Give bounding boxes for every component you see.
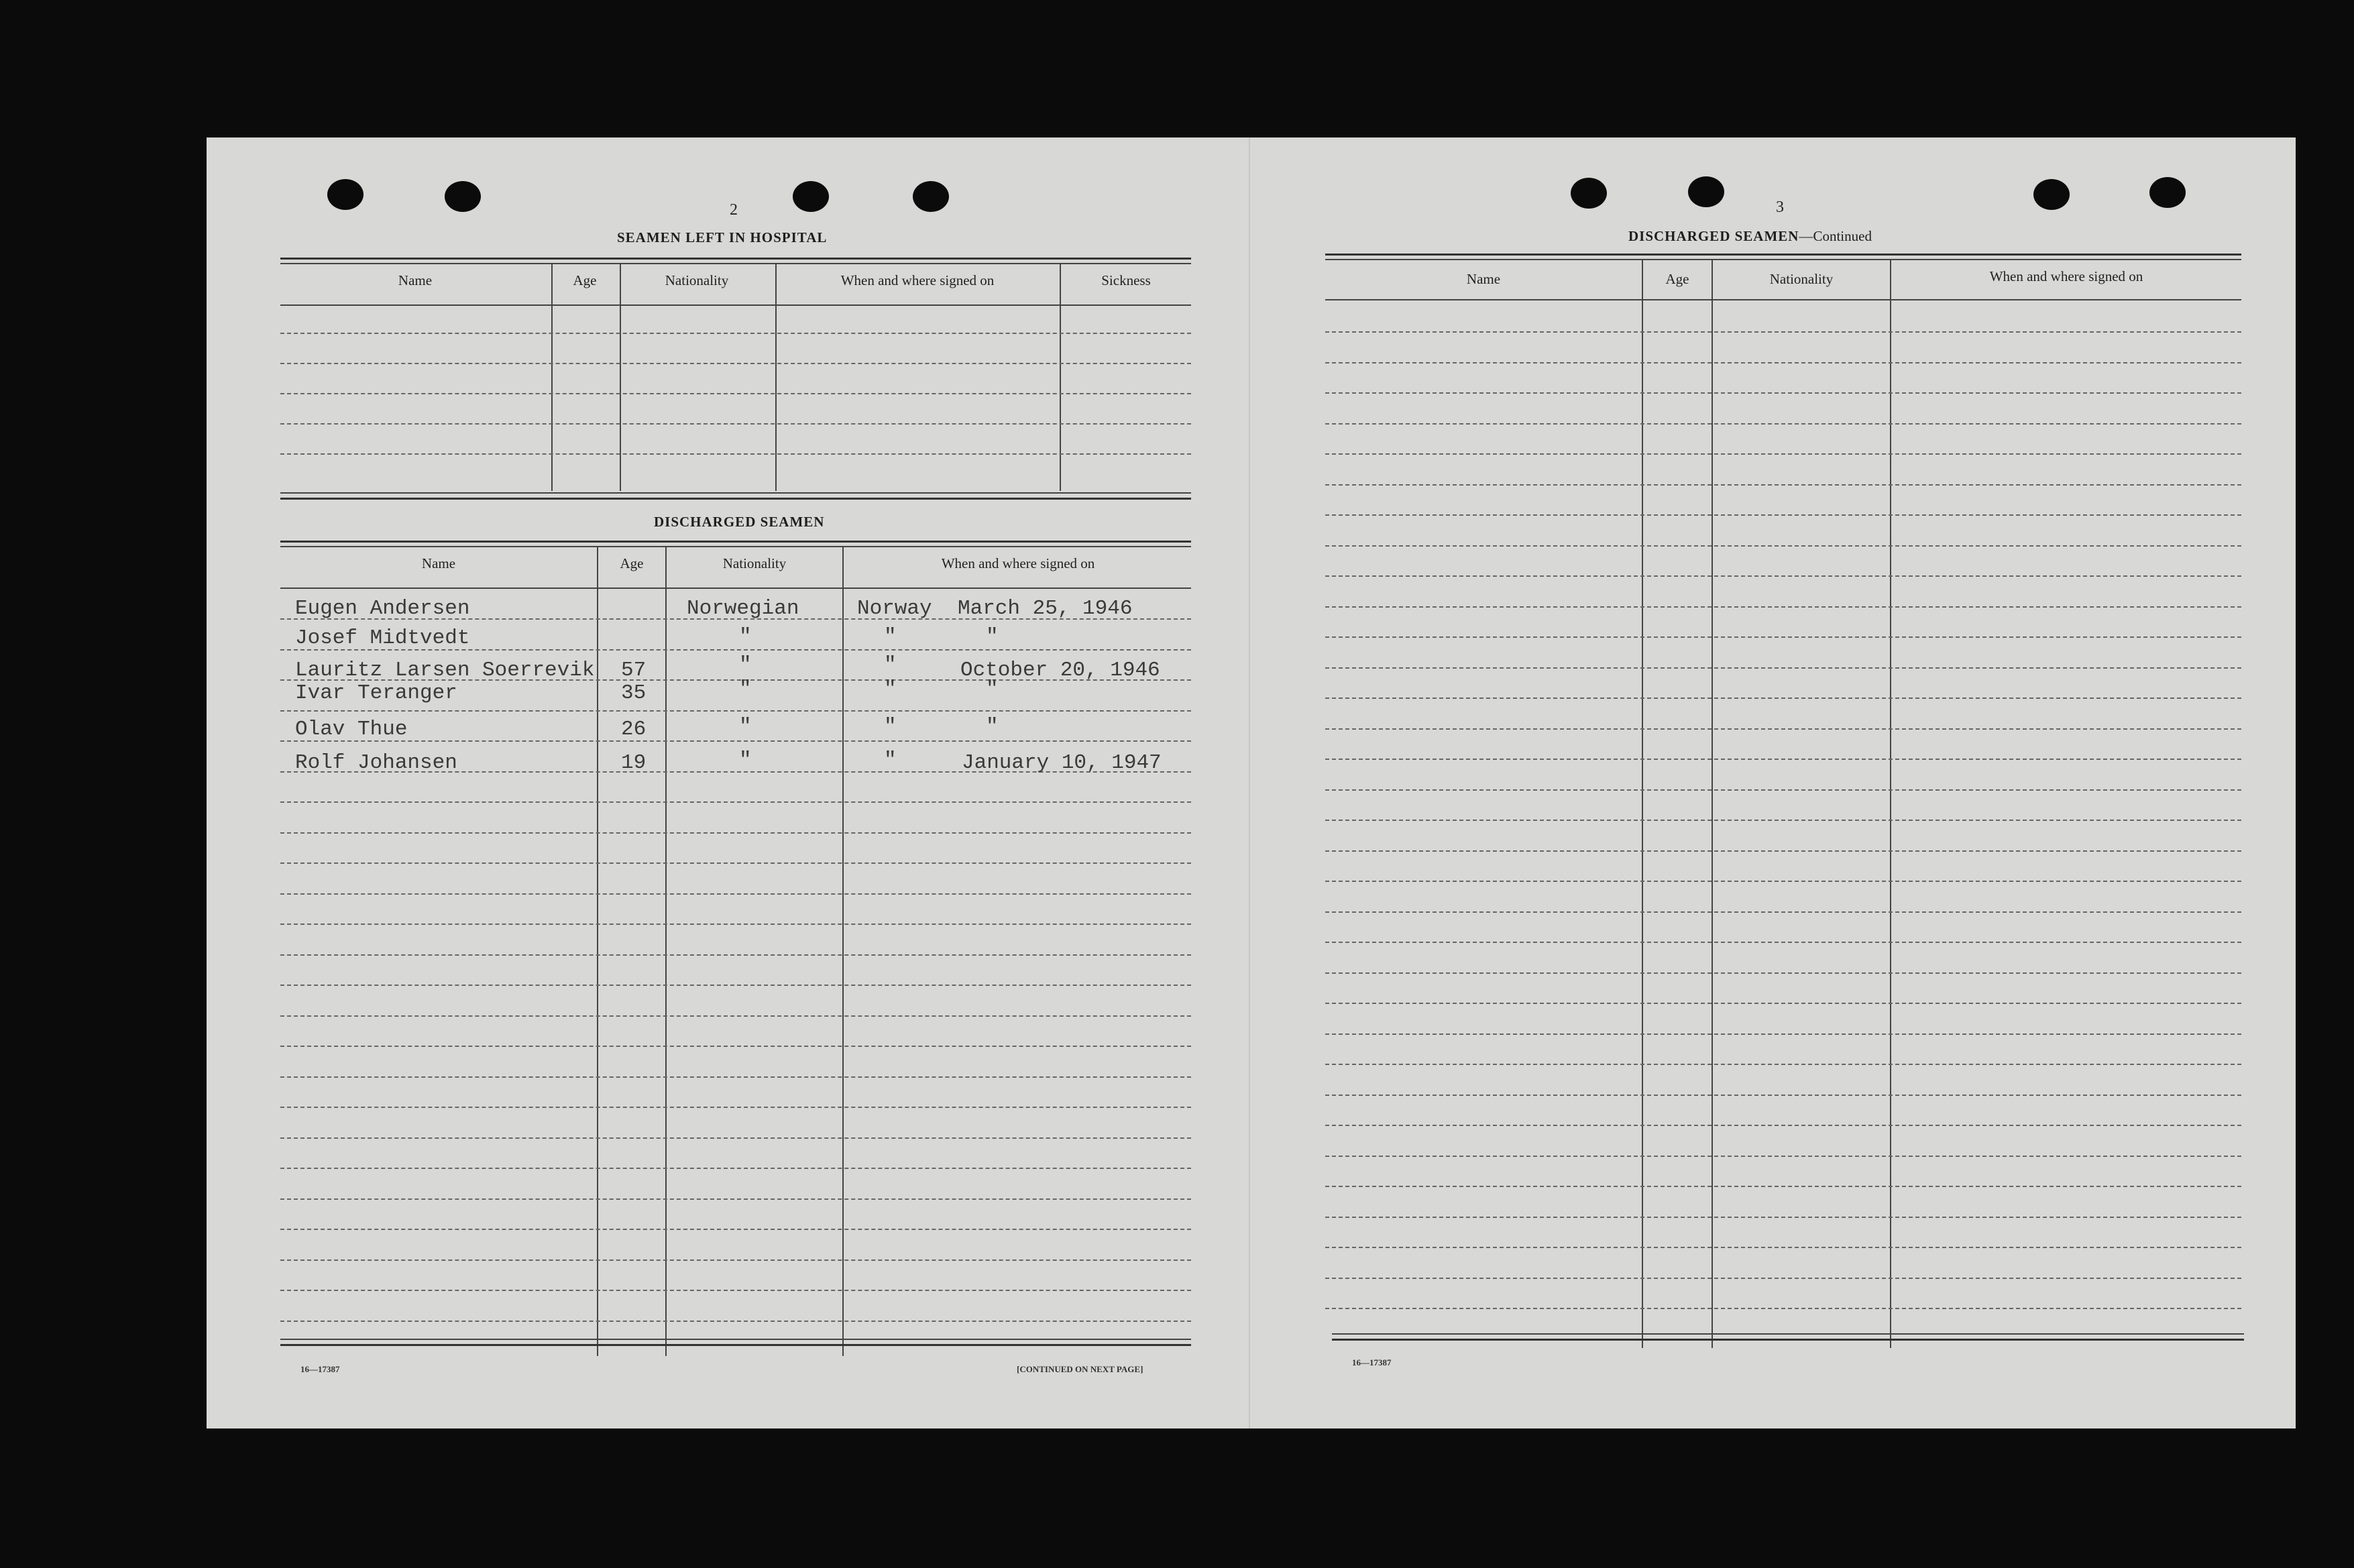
discharged-col-signed-on: When and where signed on: [941, 555, 1095, 571]
table-top-rule: [280, 258, 1191, 260]
ruled-line: [1325, 423, 2241, 425]
ruled-line: [280, 1321, 1191, 1322]
punch-hole: [1688, 176, 1724, 207]
ruled-line: [1325, 667, 2241, 669]
seaman-nationality: ": [739, 715, 752, 738]
ruled-line: [1325, 575, 2241, 577]
header-rule: [280, 304, 1191, 306]
ruled-line: [1325, 331, 2241, 333]
signed-on-date: ": [986, 677, 999, 701]
hospital-col-nationality: Nationality: [665, 272, 729, 288]
header-rule: [280, 587, 1191, 589]
table-bottom-rule: [280, 498, 1191, 500]
table-bottom-rule: [280, 1344, 1191, 1346]
ruled-line: [280, 954, 1191, 956]
ruled-line: [280, 893, 1191, 895]
ruled-line: [280, 1046, 1191, 1047]
page-number: 3: [1776, 199, 1784, 216]
ruled-line: [1325, 484, 2241, 486]
signed-on-place: ": [884, 653, 897, 677]
punch-hole: [445, 181, 481, 212]
table-bottom-rule: [1332, 1339, 2244, 1341]
seaman-age: 19: [621, 751, 647, 775]
ruled-line: [280, 740, 1191, 742]
continued-title-suffix: —Continued: [1799, 228, 1872, 244]
signed-on-place: ": [884, 625, 897, 649]
table-top-rule: [280, 546, 1191, 547]
column-divider: [842, 547, 844, 1356]
ruled-line: [280, 1229, 1191, 1230]
ruled-line: [1325, 759, 2241, 760]
ruled-line: [1325, 942, 2241, 943]
seaman-name: Rolf Johansen: [295, 751, 457, 775]
ruled-line: [1325, 545, 2241, 547]
ruled-line: [1325, 881, 2241, 882]
continued-note: [CONTINUED ON NEXT PAGE]: [1017, 1364, 1143, 1374]
ruled-line: [280, 985, 1191, 986]
seaman-name: Lauritz Larsen Soerrevik: [295, 659, 595, 682]
ruled-line: [280, 1076, 1191, 1078]
signed-on-place: ": [884, 748, 897, 772]
ruled-line: [280, 832, 1191, 834]
ruled-line: [1325, 453, 2241, 455]
seaman-name: Eugen Andersen: [295, 597, 470, 620]
ruled-line: [1325, 606, 2241, 608]
continued-col-age: Age: [1665, 271, 1689, 287]
punch-hole: [793, 181, 829, 212]
ruled-line: [280, 1107, 1191, 1108]
ruled-line: [1325, 1308, 2241, 1309]
punch-hole: [2033, 179, 2070, 210]
continued-col-name: Name: [1466, 271, 1501, 287]
signed-on-date: ": [986, 625, 999, 649]
ruled-line: [1325, 1156, 2241, 1157]
signed-on-date: ": [986, 715, 999, 738]
signed-on-date: October 20, 1946: [960, 659, 1160, 682]
table-top-rule: [280, 263, 1191, 264]
punch-hole: [327, 179, 363, 210]
ruled-line: [1325, 789, 2241, 791]
column-divider: [597, 547, 598, 1356]
ruled-line: [1325, 1003, 2241, 1004]
ruled-line: [280, 453, 1191, 455]
discharged-col-nationality: Nationality: [722, 555, 787, 571]
ruled-line: [1325, 392, 2241, 394]
ruled-line: [1325, 514, 2241, 516]
ruled-line: [280, 1198, 1191, 1200]
continued-section-title: [1628, 228, 1872, 245]
seaman-nationality: ": [739, 625, 752, 649]
ruled-line: [280, 333, 1191, 334]
hospital-col-sickness: Sickness: [1101, 272, 1151, 288]
seaman-name: Ivar Teranger: [295, 681, 457, 705]
discharged-col-name: Name: [421, 555, 456, 571]
seaman-nationality: Norwegian: [687, 597, 799, 620]
ruled-line: [1325, 697, 2241, 699]
hospital-col-signed-on: When and where signed on: [840, 272, 995, 288]
column-divider: [1060, 264, 1061, 491]
table-bottom-rule: [280, 492, 1191, 494]
punch-hole: [913, 181, 949, 212]
continued-title-main: DISCHARGED SEAMEN: [1628, 228, 1799, 244]
continued-col-nationality: Nationality: [1769, 271, 1834, 287]
ruled-line: [1325, 1186, 2241, 1187]
ruled-line: [280, 423, 1191, 425]
discharged-section-title: DISCHARGED SEAMEN: [654, 514, 825, 530]
seaman-name: Olav Thue: [295, 718, 408, 741]
hospital-col-age: Age: [573, 272, 597, 288]
form-code: 16—17387: [1352, 1357, 1392, 1367]
seaman-nationality: ": [739, 653, 752, 677]
discharged-col-age: Age: [620, 555, 644, 571]
ruled-line: [1325, 362, 2241, 363]
ruled-line: [280, 1290, 1191, 1291]
ruled-line: [280, 1259, 1191, 1261]
table-bottom-rule: [280, 1339, 1191, 1340]
seaman-name: Josef Midtvedt: [295, 626, 470, 650]
ruled-line: [1325, 1125, 2241, 1126]
continued-col-signed-on: When and where signed on: [1989, 268, 2143, 284]
signed-on-place: ": [884, 677, 897, 701]
ruled-line: [1325, 1247, 2241, 1248]
ruled-line: [280, 1168, 1191, 1169]
ruled-line: [280, 1015, 1191, 1017]
ruled-line: [280, 710, 1191, 712]
ruled-line: [280, 1137, 1191, 1139]
ruled-line: [1325, 1217, 2241, 1218]
punch-hole: [2149, 177, 2186, 208]
seaman-nationality: ": [739, 748, 752, 772]
ruled-line: [280, 923, 1191, 925]
table-top-rule: [1325, 259, 2241, 260]
table-bottom-rule: [1332, 1333, 2244, 1335]
ruled-line: [1325, 728, 2241, 730]
page-fold: [1249, 137, 1250, 1429]
ruled-line: [280, 862, 1191, 864]
ruled-line: [1325, 972, 2241, 974]
ruled-line: [280, 801, 1191, 803]
ruled-line: [1325, 911, 2241, 913]
seaman-age: 35: [621, 681, 647, 705]
column-divider: [551, 264, 553, 491]
seaman-age: 26: [621, 718, 647, 741]
ruled-line: [1325, 1278, 2241, 1279]
left-page: [207, 137, 1249, 1429]
table-top-rule: [280, 541, 1191, 543]
ruled-line: [280, 363, 1191, 364]
ruled-line: [1325, 1095, 2241, 1096]
column-divider: [665, 547, 667, 1356]
column-divider: [775, 264, 777, 491]
header-rule: [1325, 299, 2241, 300]
page-number: 2: [730, 201, 738, 219]
ruled-line: [1325, 820, 2241, 821]
punch-hole: [1571, 178, 1607, 209]
signed-on-date: January 10, 1947: [962, 751, 1162, 775]
column-divider: [620, 264, 621, 491]
hospital-col-name: Name: [398, 272, 433, 288]
ruled-line: [1325, 1033, 2241, 1035]
ruled-line: [1325, 850, 2241, 852]
signed-on-place: ": [884, 715, 897, 738]
form-code: 16—17387: [300, 1364, 340, 1374]
ruled-line: [1325, 1064, 2241, 1065]
ruled-line: [1325, 636, 2241, 638]
table-top-rule: [1325, 254, 2241, 256]
hospital-section-title: SEAMEN LEFT IN HOSPITAL: [617, 229, 828, 245]
signed-on-date: March 25, 1946: [958, 597, 1133, 620]
seaman-age: 57: [621, 659, 647, 682]
ruled-line: [280, 393, 1191, 394]
seaman-nationality: ": [739, 677, 752, 701]
signed-on-place: Norway: [857, 597, 932, 620]
